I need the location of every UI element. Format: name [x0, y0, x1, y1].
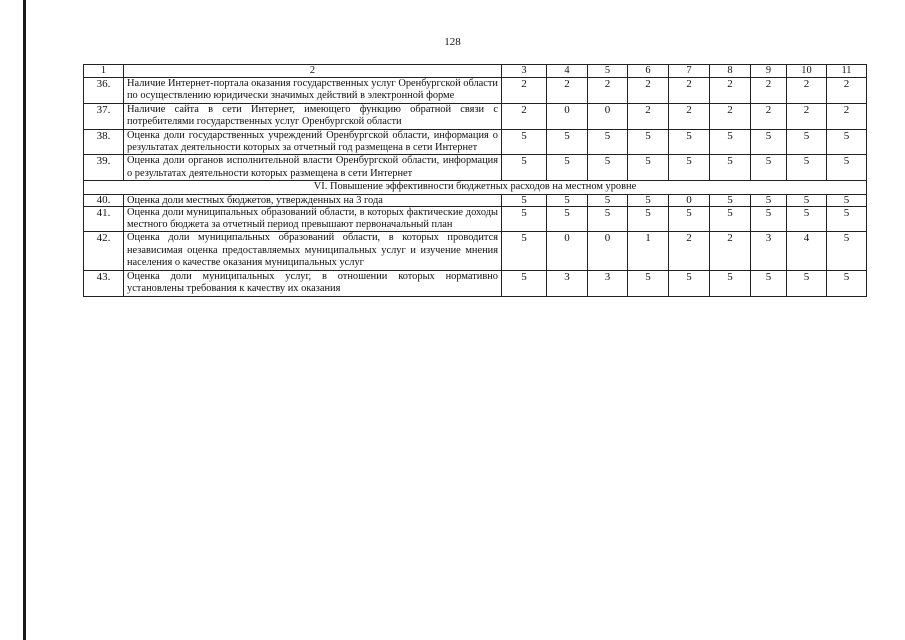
score-cell: 5: [787, 129, 827, 155]
column-header-8: 8: [710, 65, 751, 78]
score-cell: 2: [827, 103, 867, 129]
score-cell: 5: [827, 129, 867, 155]
column-header-3: 3: [502, 65, 547, 78]
score-cell: 2: [827, 78, 867, 104]
score-cell: 5: [751, 129, 787, 155]
score-cell: 2: [751, 78, 787, 104]
column-number-row: [84, 65, 867, 78]
table-row: [84, 103, 867, 129]
table-row: [84, 155, 867, 181]
score-cell: 5: [588, 194, 628, 206]
score-cell: 5: [751, 194, 787, 206]
score-cell: 5: [827, 155, 867, 181]
score-cell: 5: [827, 206, 867, 232]
column-header-5: 5: [588, 65, 628, 78]
score-cell: 5: [669, 206, 710, 232]
score-cell: 5: [502, 270, 547, 296]
score-cell: 5: [588, 206, 628, 232]
score-cell: 0: [588, 232, 628, 270]
column-header-6: 6: [628, 65, 669, 78]
score-cell: 5: [669, 270, 710, 296]
row-number: 39.: [84, 155, 124, 181]
indicator-description: Оценка доли государственных учреждений Оренбургской области, информация о результатах деятельности которых за отчетный год размещена в сети Интернет: [124, 129, 502, 155]
score-cell: 2: [787, 103, 827, 129]
score-cell: 5: [710, 206, 751, 232]
score-cell: 2: [502, 78, 547, 104]
row-number: 37.: [84, 103, 124, 129]
score-cell: 5: [547, 206, 588, 232]
score-cell: 5: [628, 270, 669, 296]
score-cell: 2: [669, 232, 710, 270]
score-cell: 5: [588, 155, 628, 181]
row-number: 43.: [84, 270, 124, 296]
table-row: [84, 270, 867, 296]
column-header-9: 9: [751, 65, 787, 78]
score-cell: 2: [669, 78, 710, 104]
score-cell: 5: [628, 194, 669, 206]
score-cell: 5: [547, 129, 588, 155]
score-cell: 5: [547, 194, 588, 206]
table-row: [84, 129, 867, 155]
row-number: 40.: [84, 194, 124, 206]
score-cell: 5: [827, 194, 867, 206]
score-cell: 2: [628, 78, 669, 104]
score-cell: 5: [827, 270, 867, 296]
score-cell: 5: [502, 232, 547, 270]
score-cell: 5: [751, 155, 787, 181]
scan-edge-line: [23, 0, 26, 640]
page-number: 128: [444, 36, 461, 48]
score-cell: 5: [710, 129, 751, 155]
score-cell: 2: [710, 78, 751, 104]
score-cell: 5: [787, 194, 827, 206]
score-cell: 2: [502, 103, 547, 129]
row-number: 36.: [84, 78, 124, 104]
score-cell: 5: [502, 129, 547, 155]
row-number: 38.: [84, 129, 124, 155]
score-cell: 0: [669, 194, 710, 206]
indicator-description: Оценка доли органов исполнительной власти Оренбургской области, информация о результатах деятельности которых размещена в сети Интернет: [124, 155, 502, 181]
score-cell: 0: [547, 232, 588, 270]
score-cell: 2: [710, 232, 751, 270]
column-header-11: 11: [827, 65, 867, 78]
indicator-description: Оценка доли муниципальных образований области, в которых фактические доходы местного бюджета за отчетный период превышают первоначальный план: [124, 206, 502, 232]
score-cell: 5: [787, 155, 827, 181]
score-cell: 2: [547, 78, 588, 104]
score-cell: 5: [710, 270, 751, 296]
table-row: [84, 194, 867, 206]
score-cell: 2: [787, 78, 827, 104]
score-cell: 2: [751, 103, 787, 129]
indicator-table: [83, 64, 867, 297]
score-cell: 5: [787, 270, 827, 296]
indicator-description: Наличие сайта в сети Интернет, имеющего функцию обратной связи с потребителями государственных услуг Оренбургской области: [124, 103, 502, 129]
indicator-description: Оценка доли муниципальных услуг, в отношении которых нормативно установлены требования к качеству их оказания: [124, 270, 502, 296]
score-cell: 5: [628, 129, 669, 155]
score-cell: 0: [588, 103, 628, 129]
column-header-1: 1: [84, 65, 124, 78]
column-header-4: 4: [547, 65, 588, 78]
score-cell: 2: [628, 103, 669, 129]
score-cell: 3: [588, 270, 628, 296]
score-cell: 5: [751, 270, 787, 296]
score-cell: 4: [787, 232, 827, 270]
score-cell: 5: [827, 232, 867, 270]
column-header-2: 2: [124, 65, 502, 78]
score-cell: 5: [710, 155, 751, 181]
score-cell: 3: [751, 232, 787, 270]
score-cell: 5: [502, 194, 547, 206]
table-row: [84, 78, 867, 104]
row-number: 41.: [84, 206, 124, 232]
indicator-description: Оценка доли местных бюджетов, утвержденных на 3 года: [124, 194, 502, 206]
score-cell: 5: [502, 206, 547, 232]
score-cell: 5: [502, 155, 547, 181]
score-cell: 2: [588, 78, 628, 104]
indicator-description: Оценка доли муниципальных образований области, в которых проводится независимая оценка предоставляемых муниципальных услуг и изучение мнения населения о качестве оказания муниципальных услуг: [124, 232, 502, 270]
score-cell: 5: [751, 206, 787, 232]
table-row: [84, 206, 867, 232]
score-cell: 5: [628, 155, 669, 181]
section-title: VI. Повышение эффективности бюджетных расходов на местном уровне: [84, 181, 867, 194]
column-header-10: 10: [787, 65, 827, 78]
section-row: [84, 181, 867, 194]
score-cell: 5: [710, 194, 751, 206]
score-cell: 2: [710, 103, 751, 129]
score-cell: 5: [588, 129, 628, 155]
table-row: [84, 232, 867, 270]
score-cell: 1: [628, 232, 669, 270]
score-cell: 2: [669, 103, 710, 129]
row-number: 42.: [84, 232, 124, 270]
column-header-7: 7: [669, 65, 710, 78]
indicator-description: Наличие Интернет-портала оказания государственных услуг Оренбургской области по осуществлению юридически значимых действий в электронной форме: [124, 78, 502, 104]
score-cell: 5: [547, 155, 588, 181]
score-cell: 0: [547, 103, 588, 129]
score-cell: 5: [628, 206, 669, 232]
score-cell: 3: [547, 270, 588, 296]
score-cell: 5: [669, 155, 710, 181]
score-cell: 5: [787, 206, 827, 232]
score-cell: 5: [669, 129, 710, 155]
